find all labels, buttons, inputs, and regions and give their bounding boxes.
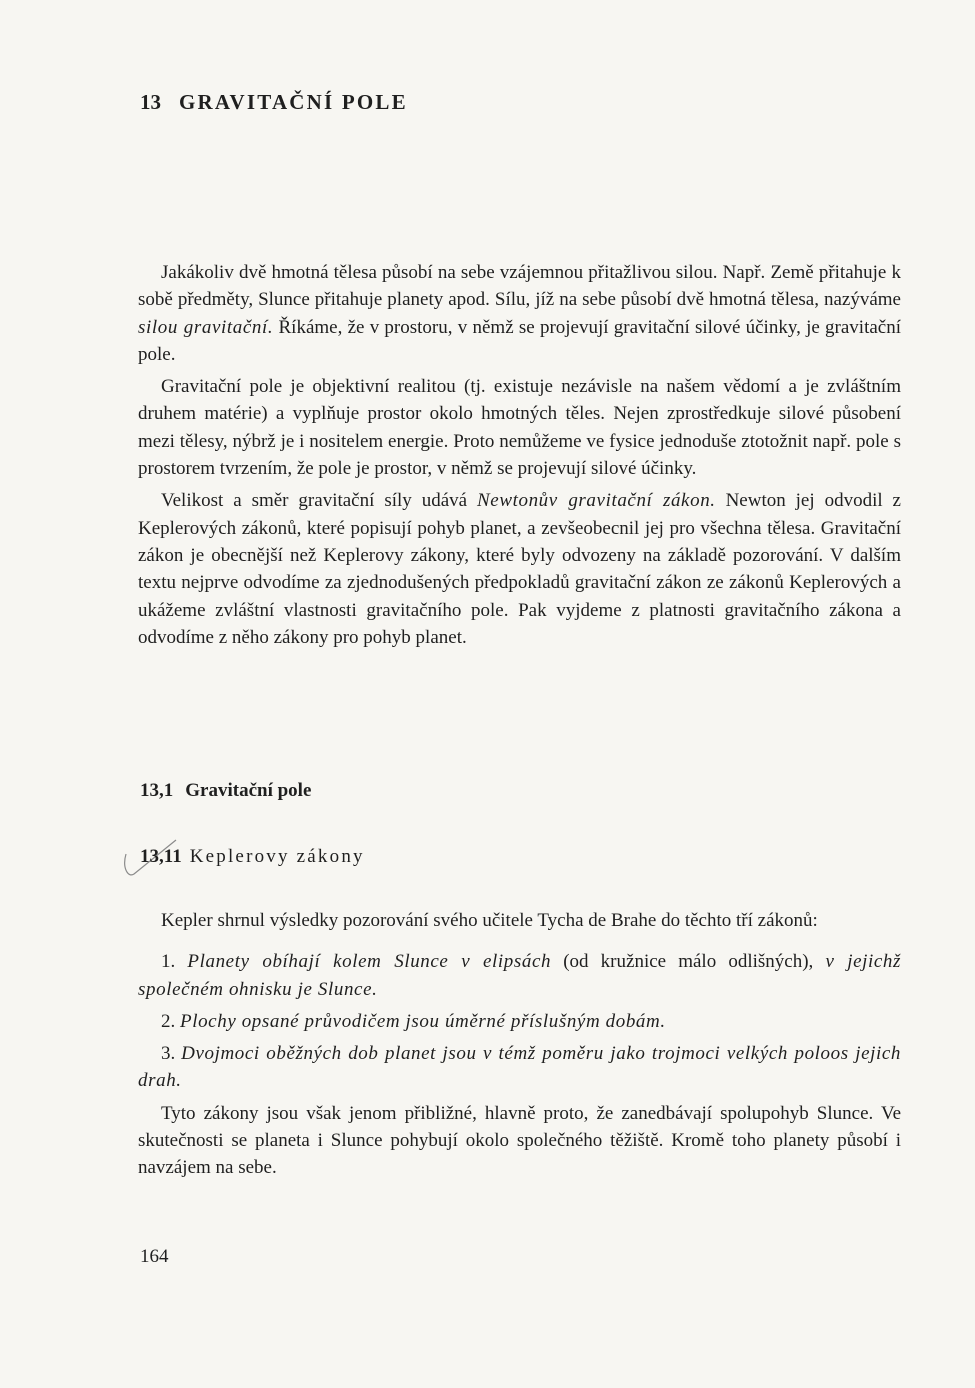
intro-p3-rest: Newton jej odvodil z Keplerových zákonů, které popisují pohyb planet, a zevšeobecnil jej pro všechna tělesa. Gravitační zákon je obecnější než Keplerovy zákony, které byly odvozeny na základě pozorování. V dalším textu nejprve odvodíme za zjednodušených předpokladů gravitační zákon ze zákonů Keplerových a ukážeme zvláštní vlastnosti gravitačního pole. Pak vyjdeme z platnosti gravitačního zákona a odvodíme z něho zákony pro pohyb planet. xyxy=(138,490,901,648)
chapter-title: GRAVITAČNÍ POLE xyxy=(179,90,408,114)
intro-paragraph xyxy=(138,487,901,651)
closing-paragraph: Tyto zákony jsou však jenom přibližné, hlavně proto, že zanedbávají spolupohyb Slunce. Ve skutečnosti se planeta i Slunce pohybují okolo společného těžiště. Kromě toho planety působí i navzájem na sebe. xyxy=(138,1102,901,1179)
law-1-italic-b: v jejichž společném ohnisku je Slunce. xyxy=(138,951,902,1000)
law-1-roman: (od kružnice málo odlišných), xyxy=(551,951,826,973)
chapter-number: 13 xyxy=(140,90,161,114)
intro-p1-text: Jakákoliv dvě hmotná tělesa působí na sebe vzájemnou přitažlivou silou. Např. Země přitahuje k sobě předměty, Slunce přitahuje planety apod. Sílu, jíž na sebe působí dvě hmotná tělesa, nazýváme xyxy=(138,262,901,311)
intro-p3-italic: Newtonův gravitační zákon. xyxy=(477,490,716,512)
law-3-text: Dvojmoci oběžných dob planet jsou v témž poměru jako trojmoci velkých poloos jejich drah. xyxy=(138,1043,902,1092)
law-number: 1. xyxy=(161,951,176,973)
subsection-title: Keplerovy zákony xyxy=(189,846,365,867)
intro-paragraph xyxy=(138,259,901,368)
kepler-text xyxy=(138,907,901,1187)
law-number: 2. xyxy=(161,1010,176,1032)
chapter-heading xyxy=(140,90,408,115)
kepler-intro: Kepler shrnul výsledky pozorování svého učitele Tycha de Brahe do těchto tří zákonů: xyxy=(161,910,818,931)
intro-p1-rest: Říkáme, že v prostoru, v němž se projevují gravitační silové účinky, je gravitační pole. xyxy=(138,316,902,365)
intro-p1-italic: silou gravitační. xyxy=(138,316,274,338)
page-number: 164 xyxy=(140,1246,169,1267)
law-number: 3. xyxy=(161,1043,176,1065)
section-title: Gravitační pole xyxy=(185,780,312,801)
law-3 xyxy=(138,1040,901,1095)
section-heading xyxy=(140,780,311,802)
law-1-italic-a: Planety obíhají kolem Slunce v elipsách xyxy=(187,951,552,973)
law-2 xyxy=(138,1008,901,1035)
law-2-text: Plochy opsané průvodičem jsou úměrné příslušným dobám. xyxy=(180,1010,666,1032)
intro-paragraph: Gravitační pole je objektivní realitou (tj. existuje nezávisle na našem vědomí a je zvláštním druhem matérie) a vyplňuje prostor okolo hmotných těles. Nejen zprostředkuje silové působení mezi tělesy, nýbrž je i nositelem energie. Proto nemůžeme ve fysice jednoduše ztotožnit např. pole s prostorem tvrzením, že pole je prostor, v němž se projevují silové účinky. xyxy=(138,376,901,480)
section-number: 13,1 xyxy=(140,780,174,801)
subsection-number: 13,11 xyxy=(140,846,182,867)
law-1 xyxy=(138,948,901,1003)
intro-p3-text: Velikost a směr gravitační síly udává xyxy=(161,490,478,512)
subsection-heading xyxy=(140,846,365,868)
intro-text xyxy=(138,259,901,656)
